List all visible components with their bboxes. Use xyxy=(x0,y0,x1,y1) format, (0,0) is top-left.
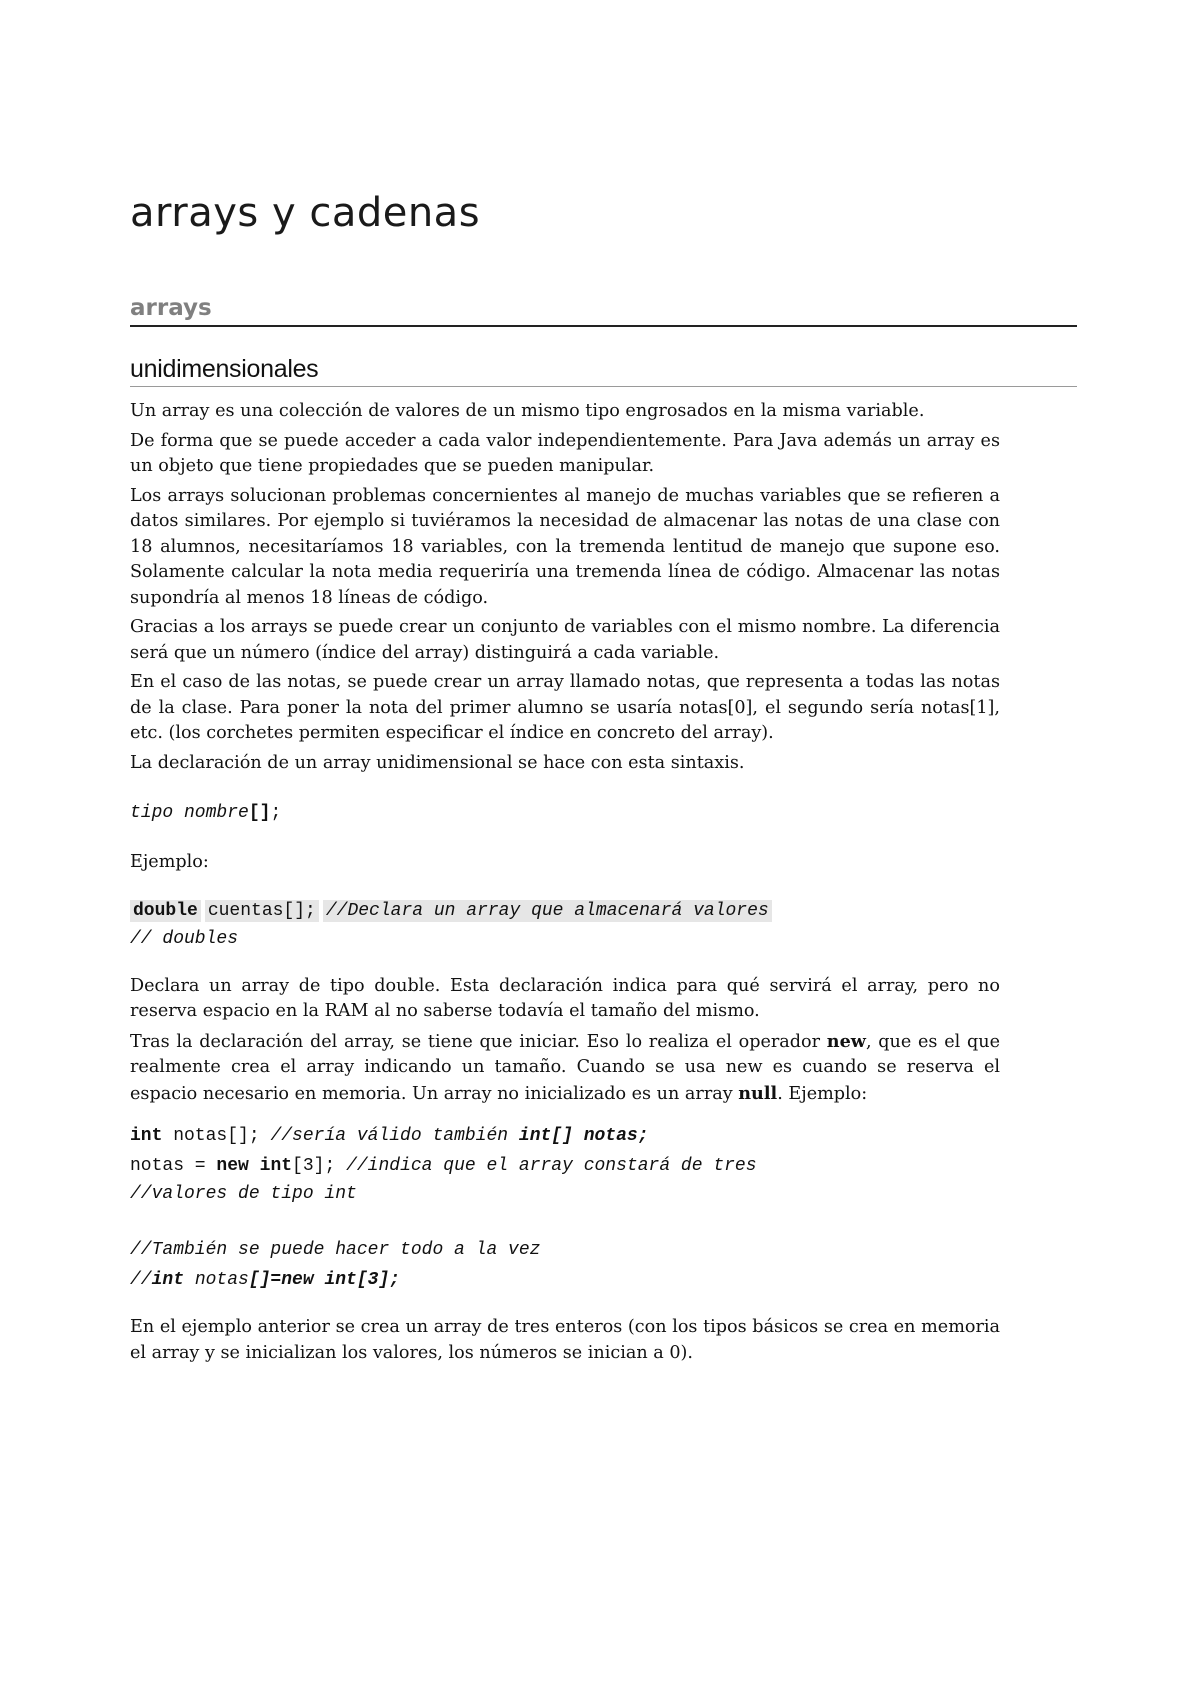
code-keyword: []=new int[3]; xyxy=(248,1270,401,1290)
code-line: //int notas[]=new int[3]; xyxy=(130,1270,401,1290)
text-bold-null: null xyxy=(738,1082,778,1104)
code-comment: //indica que el array constará de tres xyxy=(346,1156,757,1176)
code-syntax-tipo: tipo nombre xyxy=(130,803,249,823)
paragraph-benefit: Gracias a los arrays se puede crear un conjunto de variables con el mismo nombre. La diferencia será que un número (índice del array) distinguirá a cada variable. xyxy=(130,617,1000,663)
code-syntax-brackets: [] xyxy=(248,803,271,823)
text-run: Tras la declaración del array, se tiene que iniciar. Eso lo realiza el operador xyxy=(130,1031,827,1052)
code-line xyxy=(130,1151,1000,1181)
paragraph-conclusion: En el ejemplo anterior se crea un array de tres enteros (con los tipos básicos se crea en memoria el array y se inicializan los valores, los números se inician a 0). xyxy=(130,1317,1000,1363)
paragraph-declaration: Declara un array de tipo double. Esta declaración indica para qué servirá el array, pero no reserva espacio en la RAM al no saberse todavía el tamaño del mismo. xyxy=(130,975,1000,1021)
document-body xyxy=(130,399,1000,1370)
subsection-title: unidimensionales xyxy=(130,354,1077,387)
code-comment: //Declara un array que almacenará valores xyxy=(323,900,772,922)
code-comment-bold: int[] notas; xyxy=(518,1126,649,1146)
code-keyword-int: int xyxy=(259,1156,293,1176)
ejemplo-label: Ejemplo: xyxy=(130,852,209,872)
paragraph-problem: Los arrays solucionan problemas concernientes al manejo de muchas variables que se refieren a datos similares. Por ejemplo si tuviéramos la necesidad de almacenar las notas de una clase con 18 alumnos, necesitaríamos 18 variables, con la tremenda lentitud de manejo que supone eso. Solamente calcular la nota media requeriría una tremenda línea de código. Almacenar las notas supondría al menos 18 líneas de código. xyxy=(130,485,1000,608)
code-line xyxy=(130,1121,1000,1151)
code-comment: //sería válido también xyxy=(270,1126,519,1146)
code-comment-line: //También se puede hacer todo a la vez xyxy=(130,1240,541,1260)
paragraph-definition: Un array es una colección de valores de un mismo tipo engrosados en la misma variable. xyxy=(130,401,925,421)
paragraph-access: De forma que se puede acceder a cada valor independientemente. Para Java además un array es un objeto que tiene propiedades que se pueden manipular. xyxy=(130,430,1000,476)
paragraph-new-operator xyxy=(130,1029,1000,1108)
text-bold-new: new xyxy=(826,1030,866,1052)
chapter-title: arrays y cadenas xyxy=(130,190,481,236)
code-comment-line: //valores de tipo int xyxy=(130,1184,357,1204)
code-keyword-new: new xyxy=(216,1156,249,1176)
code-line xyxy=(130,896,1000,926)
code-example-double xyxy=(130,896,1000,952)
code-keyword: int xyxy=(130,1126,163,1146)
code-text: notas[]; xyxy=(162,1126,271,1146)
text-run: . Ejemplo: xyxy=(777,1083,868,1104)
paragraph-notas-example: En el caso de las notas, se puede crear un array llamado notas, que representa a todas las notas de la clase. Para poner la nota del primer alumno se usaría notas[0], el segundo sería notas[1], etc. (los corchetes permiten especificar el índice en concreto del array). xyxy=(130,672,1000,743)
code-syntax xyxy=(130,798,1000,828)
code-keyword: int xyxy=(151,1270,185,1290)
paragraph-syntax-intro: La declaración de un array unidimensional se hace con esta sintaxis. xyxy=(130,752,745,773)
section-title: arrays xyxy=(130,294,1077,327)
code-keyword: double xyxy=(130,900,201,922)
text-run: , que es el que realmente crea el array indicando un tamaño. Cuando se usa new es cuando se reserva el espacio necesario en memoria. Un array no inicializado es un array xyxy=(130,1031,1000,1104)
code-syntax-semicolon: ; xyxy=(270,803,282,823)
code-text: notas = xyxy=(130,1156,217,1176)
code-text: [3]; xyxy=(292,1156,347,1176)
code-example-int xyxy=(130,1121,1000,1295)
code-line xyxy=(130,798,1000,828)
code-comment-line: // doubles xyxy=(130,928,239,949)
code-declaration: cuentas[]; xyxy=(205,900,319,922)
